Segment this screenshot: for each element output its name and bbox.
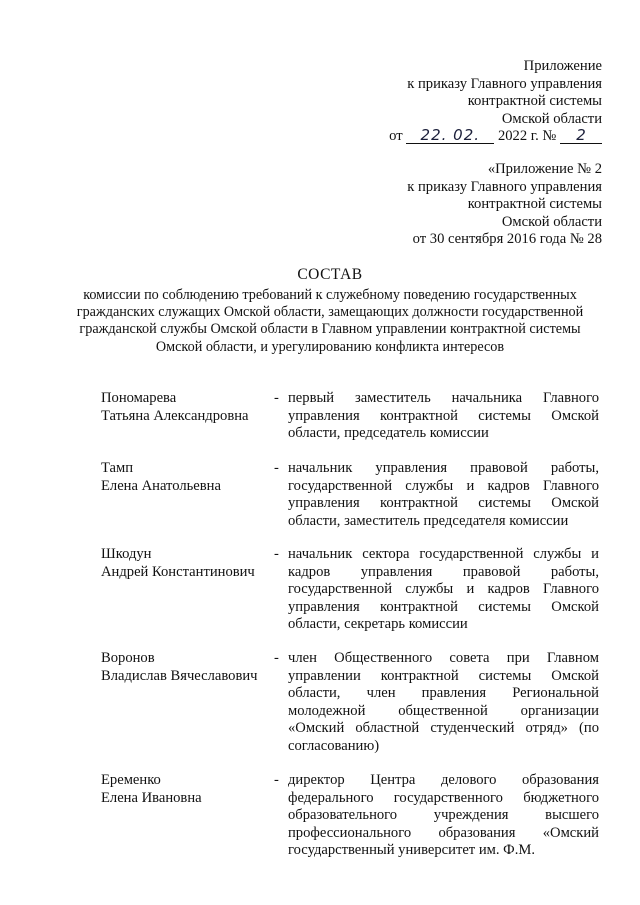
- member-given-names: Татьяна Александровна: [101, 407, 249, 424]
- member-given-names: Елена Ивановна: [101, 789, 202, 806]
- attachment-org-line: контрактной системы: [467, 93, 602, 110]
- document-title-block: [60, 265, 600, 356]
- member-dash: -: [274, 650, 279, 666]
- member-surname: Пономарева: [101, 390, 177, 406]
- member-dash: -: [274, 390, 279, 406]
- member-name: [101, 460, 273, 495]
- member-name: [101, 390, 273, 425]
- member-role: член Общественного совета при Главном управлении контрактной системы Омской области, член правления Региональной молодежной общественной организации «Омский областной студенческий отряд» (по согласованию): [288, 650, 599, 754]
- handwritten-date: 22. 02.: [406, 128, 494, 144]
- member-name: [101, 546, 273, 581]
- attachment-region-line: Омской области: [501, 110, 602, 127]
- member-dash: -: [274, 772, 279, 788]
- order-year-label: 2022 г. №: [497, 128, 557, 145]
- member-name: [101, 772, 273, 807]
- previous-region-line: Омской области: [501, 213, 602, 230]
- attachment-title: Приложение: [523, 58, 602, 74]
- member-given-names: Елена Анатольевна: [101, 477, 221, 494]
- previous-attachment-header: [407, 161, 602, 249]
- member-surname: Шкодун: [101, 546, 152, 562]
- member-given-names: Владислав Вячеславович: [101, 667, 258, 684]
- attachment-order-date-line: [389, 128, 602, 146]
- member-surname: Воронов: [101, 650, 155, 666]
- member-name: [101, 650, 273, 685]
- previous-order-ref: к приказу Главного управления: [407, 178, 602, 195]
- member-dash: -: [274, 546, 279, 562]
- member-surname: Тамп: [101, 460, 134, 476]
- previous-org-line: контрактной системы: [467, 196, 602, 213]
- previous-attachment-title: «Приложение № 2: [487, 161, 602, 177]
- handwritten-order-number: 2: [560, 128, 602, 144]
- member-dash: -: [274, 460, 279, 476]
- document-heading: СОСТАВ: [297, 266, 363, 283]
- document-subtitle: комиссии по соблюдению требований к служебному поведению государственных гражданских служащих Омской области, замещающих должности государственной гражданской службы Омской области в Главном управлении контрактной системы Омской области, и урегулированию конфликта интересов: [76, 287, 584, 355]
- previous-order-date: от 30 сентября 2016 года № 28: [412, 231, 602, 248]
- member-given-names: Андрей Константинович: [101, 563, 255, 580]
- order-prefix: от: [389, 128, 403, 145]
- member-role: директор Центра делового образования федерального государственного бюджетного образовательного учреждения высшего профессионального образования «Омский государственный университет им. Ф.М.: [288, 772, 599, 859]
- member-role: начальник управления правовой работы, государственной службы и кадров Главного управления контрактной системы Омской области, заместитель председателя комиссии: [288, 460, 599, 529]
- attachment-order-ref: к приказу Главного управления: [407, 75, 602, 92]
- member-surname: Еременко: [101, 772, 161, 788]
- member-role: начальник сектора государственной службы и кадров управления правовой работы, государственной службы и кадров Главного управления контрактной системы Омской области, секретарь комиссии: [288, 546, 599, 633]
- member-role: первый заместитель начальника Главного управления контрактной системы Омской области, председатель комиссии: [288, 390, 599, 442]
- attachment-header: [389, 58, 602, 146]
